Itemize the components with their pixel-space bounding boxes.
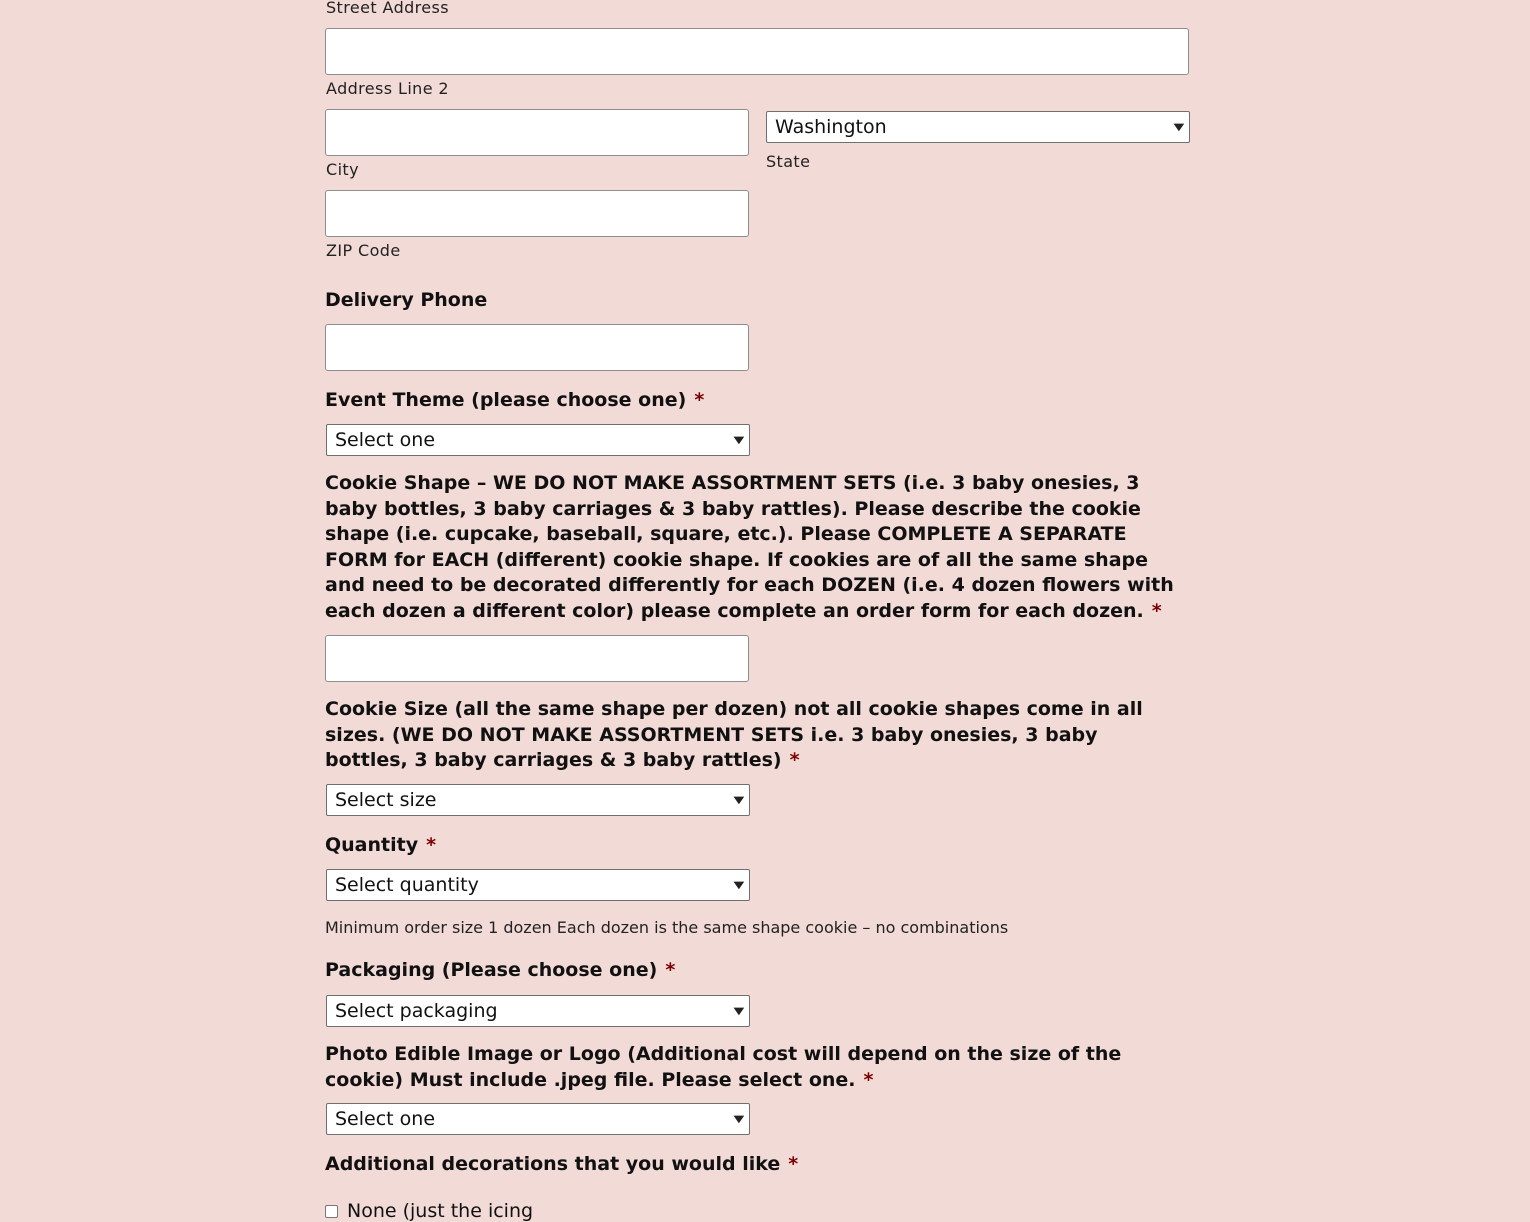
city-input[interactable] (325, 190, 749, 237)
chevron-down-icon: ▼ (733, 434, 745, 446)
quantity-label-text: Quantity (325, 834, 419, 856)
packaging-select[interactable] (326, 995, 750, 1027)
cookie-size-label (325, 697, 1175, 774)
photo-edible-label (325, 1042, 1185, 1093)
required-marker: * (426, 834, 437, 856)
street-address-label: Street Address (326, 0, 450, 17)
delivery-phone-label-text: Delivery Phone (325, 289, 488, 311)
quantity-select[interactable] (326, 869, 750, 901)
cookie-size-label-text: Cookie Size (all the same shape per dozen) not all cookie shapes come in all sizes. (WE DO NOT MAKE ASSORTMENT SETS i.e. 3 baby onesies, 3 baby bottles, 3 baby carriages & 3 baby rattles) (325, 698, 1143, 771)
street-address-input[interactable] (325, 28, 1189, 75)
zip-code-label: ZIP Code (326, 241, 401, 260)
quantity-help-text: Minimum order size 1 dozen Each dozen is the same shape cookie – no combinations (325, 918, 1009, 937)
chevron-down-icon: ▼ (733, 879, 745, 891)
chevron-down-icon: ▼ (1173, 121, 1185, 133)
delivery-phone-input[interactable] (325, 324, 749, 371)
photo-edible-select-value: Select one (335, 1108, 436, 1130)
chevron-down-icon: ▼ (733, 1005, 745, 1017)
event-theme-label-text: Event Theme (please choose one) (325, 389, 687, 411)
cookie-size-select[interactable] (326, 784, 750, 816)
cookie-shape-label-text: Cookie Shape – WE DO NOT MAKE ASSORTMENT SETS (i.e. 3 baby onesies, 3 baby bottles, 3 baby carriages & 3 baby rattles). Please describe the cookie shape (i.e. cupcake, baseball, square, etc.). Please COMPLETE A SEPARATE FORM for EACH (different) cookie shape. If cookies are of all the same shape and need to be decorated differently for each DOZEN (i.e. 4 dozen flowers with each dozen a different color) please complete an order form for each dozen. (325, 472, 1174, 622)
chevron-down-icon: ▼ (733, 794, 745, 806)
decoration-none-label: None (just the icing (347, 1200, 534, 1222)
required-marker: * (863, 1068, 874, 1091)
address-line2-label: Address Line 2 (326, 79, 450, 98)
event-theme-select[interactable] (326, 424, 750, 456)
delivery-phone-label (325, 288, 487, 314)
quantity-select-value: Select quantity (335, 874, 479, 896)
address-line2-input[interactable] (325, 109, 749, 156)
required-marker: * (789, 749, 800, 771)
packaging-select-value: Select packaging (335, 1000, 498, 1022)
photo-edible-label-text: Photo Edible Image or Logo (Additional cost will depend on the size of the cookie) Must include .jpeg file. Please select one. (325, 1043, 1122, 1091)
city-label: City (326, 160, 359, 179)
required-marker: * (1151, 599, 1162, 622)
required-marker: * (788, 1153, 799, 1175)
event-theme-select-value: Select one (335, 429, 436, 451)
decorations-label-text: Additional decorations that you would like (325, 1153, 781, 1175)
state-select-value: Washington (775, 116, 887, 138)
required-marker: * (665, 959, 676, 981)
state-select[interactable] (766, 111, 1190, 143)
packaging-label (325, 958, 675, 984)
decoration-none-checkbox[interactable] (325, 1205, 338, 1218)
cookie-shape-input[interactable] (325, 635, 749, 682)
decorations-label (325, 1152, 798, 1178)
chevron-down-icon: ▼ (733, 1113, 745, 1125)
decoration-option-none[interactable] (325, 1200, 533, 1222)
quantity-label (325, 833, 436, 859)
required-marker: * (694, 389, 705, 411)
cookie-shape-label (325, 471, 1175, 624)
packaging-label-text: Packaging (Please choose one) (325, 959, 658, 981)
cookie-size-select-value: Select size (335, 789, 437, 811)
state-label: State (766, 152, 811, 171)
event-theme-label (325, 388, 704, 414)
photo-edible-select[interactable] (326, 1103, 750, 1135)
